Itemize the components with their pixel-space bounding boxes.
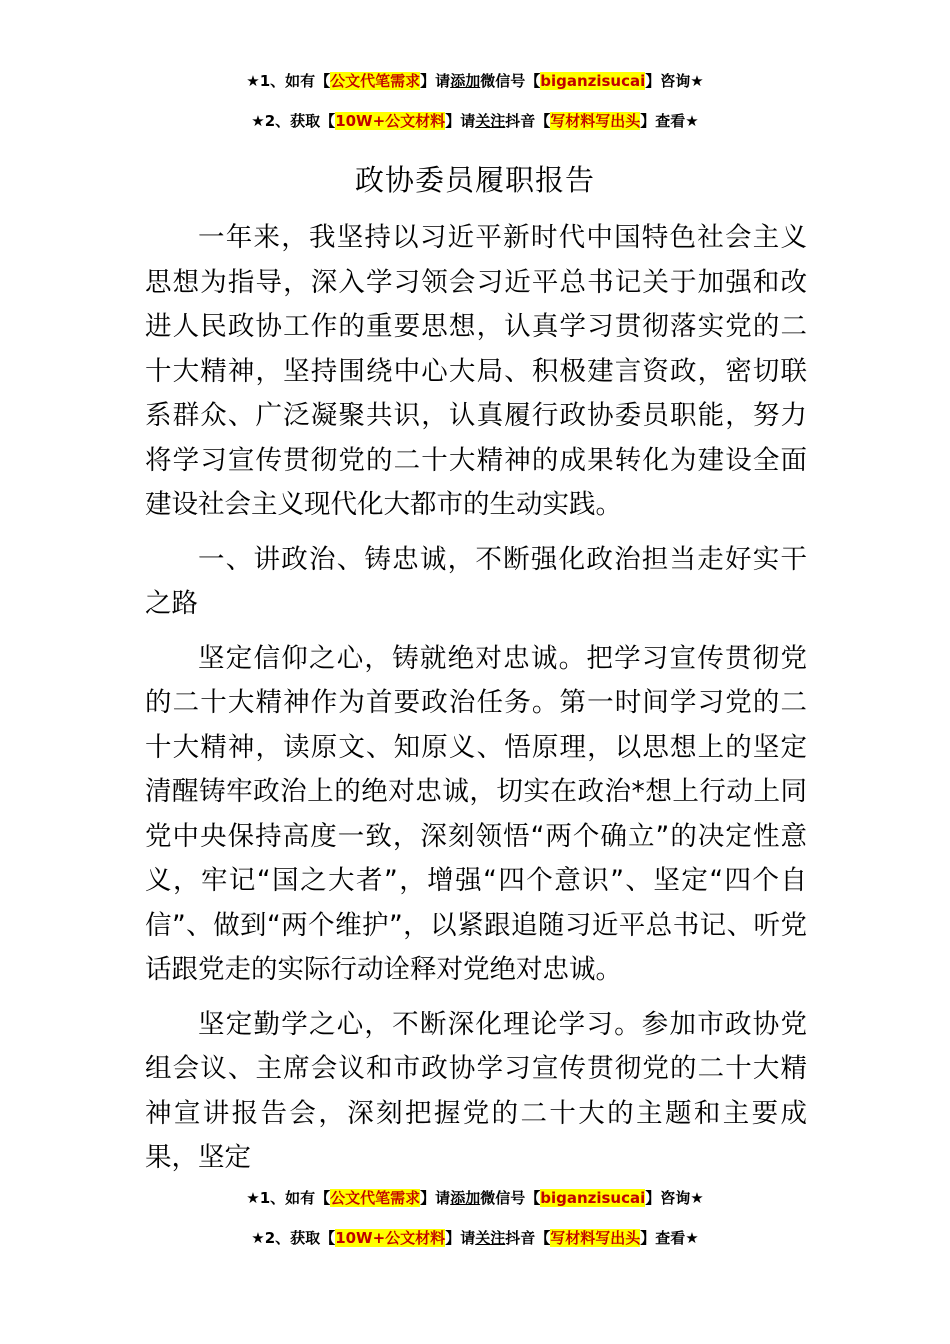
ad-text: ★2、获取【 [251,1229,336,1247]
ad-line-1 [0,1187,950,1209]
document-body [145,216,807,1181]
ad-text: 】查看★ [640,112,699,130]
section-heading: 一、讲政治、铸忠诚，不断强化政治担当走好实干之路 [145,543,807,619]
ad-text: 抖音【 [505,112,551,130]
paragraph: 坚定勤学之心，不断深化理论学习。参加市政协党组会议、主席会议和市政协学习宣传贯彻党的二十大精神宣讲报告会，深刻把握党的二十大的主题和主要成果，坚定 [145,1008,807,1173]
ad-highlight: 写材料写出头 [550,112,641,130]
ad-line-2 [0,1227,950,1249]
ad-text: 】请 [420,1189,451,1207]
ad-underlined: 关注 [475,112,506,130]
ad-text: 微信号【 [480,72,541,90]
ad-highlight: 公文代笔需求 [330,72,421,90]
paragraph: 坚定信仰之心，铸就绝对忠诚。把学习宣传贯彻党的二十大精神作为首要政治任务。第一时间学习党的二十大精神，读原文、知原义、悟原理，以思想上的坚定清醒铸牢政治上的绝对忠诚，切实在政治*想上行动上同党中央保持高度一致，深刻领悟“两个确立”的决定性意义，牢记“国之大者”，增强“四个意识”、坚定“四个自信”、做到“两个维护”，以紧跟追随习近平总书记、听党话跟党走的实际行动诠释对党绝对忠诚。 [145,642,807,985]
ad-highlight: biganzisucai [540,72,646,90]
ad-underlined: 添加 [450,1189,481,1207]
ad-text: 】咨询★ [645,72,704,90]
ad-highlight: 10W+公文材料 [335,1229,446,1247]
top-ad-banner [0,70,950,130]
ad-highlight: 写材料写出头 [550,1229,641,1247]
ad-underlined: 关注 [475,1229,506,1247]
ad-line-2 [0,110,950,132]
ad-text: 抖音【 [505,1229,551,1247]
ad-text: 】咨询★ [645,1189,704,1207]
ad-text: ★1、如有【 [246,1189,331,1207]
ad-text: 】请 [445,1229,476,1247]
ad-text: 】查看★ [640,1229,699,1247]
ad-text: ★1、如有【 [246,72,331,90]
ad-highlight: 公文代笔需求 [330,1189,421,1207]
ad-highlight: 10W+公文材料 [335,112,446,130]
ad-text: 】请 [445,112,476,130]
ad-line-1 [0,70,950,92]
ad-text: ★2、获取【 [251,112,336,130]
document-title: 政协委员履职报告 [354,163,595,197]
ad-underlined: 添加 [450,72,481,90]
bottom-ad-banner [0,1187,950,1247]
ad-text: 】请 [420,72,451,90]
ad-text: 微信号【 [480,1189,541,1207]
paragraph: 一年来，我坚持以习近平新时代中国特色社会主义思想为指导，深入学习领会习近平总书记关于加强和改进人民政协工作的重要思想，认真学习贯彻落实党的二十大精神，坚持围绕中心大局、积极建言资政，密切联系群众、广泛凝聚共识，认真履行政协委员职能，努力将学习宣传贯彻党的二十大精神的成果转化为建设全面建设社会主义现代化大都市的生动实践。 [145,222,807,520]
ad-highlight: biganzisucai [540,1189,646,1207]
